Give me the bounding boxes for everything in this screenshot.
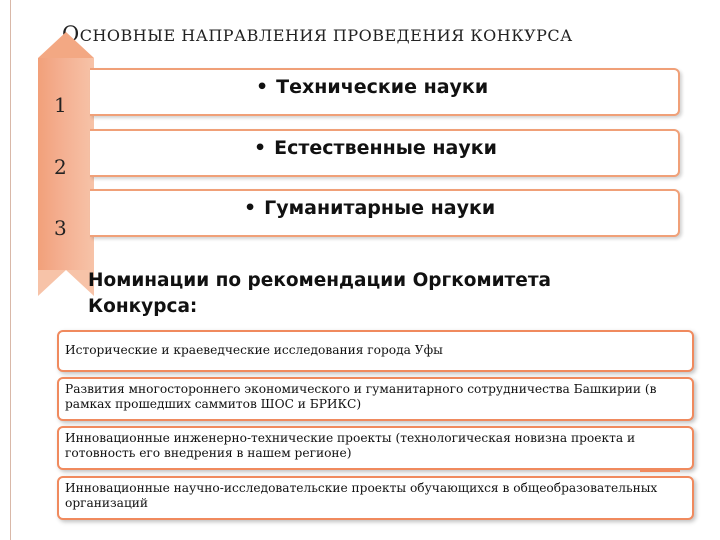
slide-left-rule: [0, 0, 11, 540]
nomination-item-1: Исторические и краеведческие исследования города Уфы: [57, 330, 694, 372]
direction-label-1: • Технические науки: [256, 76, 489, 98]
direction-number-2: 2: [54, 155, 67, 179]
direction-number-1: 1: [54, 93, 67, 117]
direction-box-3: [90, 189, 680, 237]
nominations-heading: Номинации по рекомендации Оргкомитета Конкурса:: [88, 270, 552, 317]
direction-number-3: 3: [54, 216, 67, 240]
direction-box-2: [90, 129, 680, 177]
direction-label-2: • Естественные науки: [254, 137, 497, 159]
nomination-item-2: Развития многостороннего экономического и гуманитарного сотрудничества Башкирии (в рамках прошедших саммитов ШОС и БРИКС): [57, 377, 694, 421]
page-title: СНОВНЫЕ НАПРАВЛЕНИЯ ПРОВЕДЕНИЯ КОНКУРСА: [79, 26, 573, 45]
direction-label-3: • Гуманитарные науки: [244, 197, 496, 219]
nomination-item-4: Инновационные научно-исследовательские проекты обучающихся в общеобразовательных организаций: [57, 476, 694, 520]
nomination-item-3: Инновационные инженерно-технические проекты (технологическая новизна проекта и готовность его внедрения в нашем регионе): [57, 426, 694, 470]
direction-box-1: [90, 68, 680, 116]
accent-dash: [640, 470, 680, 472]
